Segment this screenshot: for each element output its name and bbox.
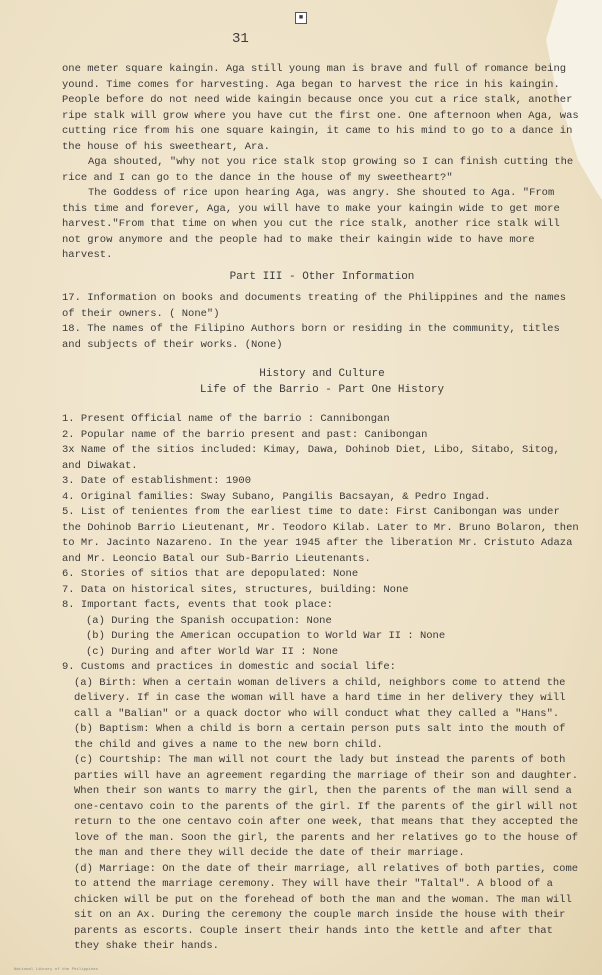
stamp-icon: ■ — [295, 12, 307, 24]
history-item-5: 5. List of tenientes from the earliest time to date: First Canibongan was under the Dohinob Barrio Lieutenant, Mr. Teodoro Kilab. Later to Mr. Bruno Bolaron, then to Mr. Jacinto Nazareno. In the year 1945 after the liberation Mr. Cristuto Adaza and Mr. Leoncio Batal our Sub-Barrio Lieutenants. — [62, 506, 579, 565]
intro-paragraph-1: one meter square kaingin. Aga still young man is brave and full of romance being yound. Time comes for harvesting. Aga began to harvest the rice in his kaingin. People before do not need wide kaingin because once you cut a rice stalk, another ripe stalk will grow where you have cut the first one. One afternoon when Aga, was cutting rice from his one square kaingin, it came to his mind to go to a dance in the house of his sweetheart, Ara. — [62, 63, 579, 153]
document-body — [62, 62, 582, 955]
history-item-7: 7. Data on historical sites, structures, building: None — [62, 583, 409, 596]
part3-heading: Part III - Other Information — [229, 270, 415, 283]
history-item-1: 1. Present Official name of the barrio : Cannibongan — [62, 413, 390, 425]
history-item-2: 2. Popular name of the barrio present and past: Canibongan — [62, 428, 428, 441]
barrio-heading: Life of the Barrio - Part One History — [199, 383, 445, 396]
history-heading: History and Culture — [259, 368, 385, 380]
item-17: 17. Information on books and documents treating of the Philippines and the names of their owners. ( None") — [62, 292, 567, 320]
intro-paragraph-2: Aga shouted, "why not you rice stalk stop growing so I can finish cutting the rice and I can go to the dance in the house of my sweetheart?" — [62, 156, 574, 184]
event-ww2: (c) During and after World War II : None — [86, 645, 339, 658]
footer-credit: National Library of the Philippines — [14, 968, 99, 972]
history-item-9: 9. Customs and practices in domestic and social life: — [62, 661, 396, 673]
history-item-4: 4. Original families: Sway Subano, Pangilis Bacsayan, & Pedro Ingad. — [62, 490, 491, 503]
custom-birth: (a) Birth: When a certain woman delivers a child, neighbors come to attend the delivery. If in case the woman will have a hard time in her delivery they will call a "Balian" or a quack doctor who will conduct what they called a "Hans". — [74, 676, 566, 720]
custom-marriage: (d) Marriage: On the date of their marriage, all relatives of both parties, come to attend the marriage ceremony. They will have their "Taltal". A blood of a chicken will be put on the forehead of both the man and the woman. The man will sit on an Ax. During the ceremony the couple march inside the house with their parents as escorts. Couple insert their hands into the kettle and after that they shake their hands. — [74, 862, 579, 952]
page-number: 31 — [232, 31, 249, 47]
history-item-3: 3. Date of establishment: 1900 — [62, 475, 252, 487]
item-18: 18. The names of the Filipino Authors born or residing in the community, titles and subjects of their works. (None) — [62, 323, 560, 351]
history-item-sitios: 3x Name of the sitios included: Kimay, Dawa, Dohinob Diet, Libo, Sitabo, Sitog, and Diwakat. — [62, 444, 560, 472]
history-item-6: 6. Stories of sitios that are depopulated: None — [62, 568, 359, 580]
custom-baptism: (b) Baptism: When a child is born a certain person puts salt into the mouth of the child and gives a name to the new born child. — [74, 723, 566, 751]
custom-courtship: (c) Courtship: The man will not court the lady but instead the parents of both parties will have an agreement regarding the marriage of their son and daughter. When their son wants to marry the girl, then the parents of the man will send a one-centavo coin to the parents of the girl. If the parents of the girl will not return to the one centavo coin after one week, that means that they accepted the love of the man. Soon the girl, the parents and her relatives go to the house of the man and there they will decide the date of their marriage. — [74, 754, 579, 859]
intro-paragraph-3: The Goddess of rice upon hearing Aga, was angry. She shouted to Aga. "From this time and forever, Aga, you will have to make your kaingin wide to get more harvest."From that time on when you cut the rice stalk, another rice stalk will not grow anymore and the people had to make their kaingin wide to have more harvest. — [62, 187, 560, 261]
event-spanish: (a) During the Spanish occupation: None — [86, 614, 332, 627]
event-american: (b) During the American occupation to World War II : None — [86, 630, 446, 642]
history-item-8: 8. Important facts, events that took place: — [62, 599, 333, 611]
